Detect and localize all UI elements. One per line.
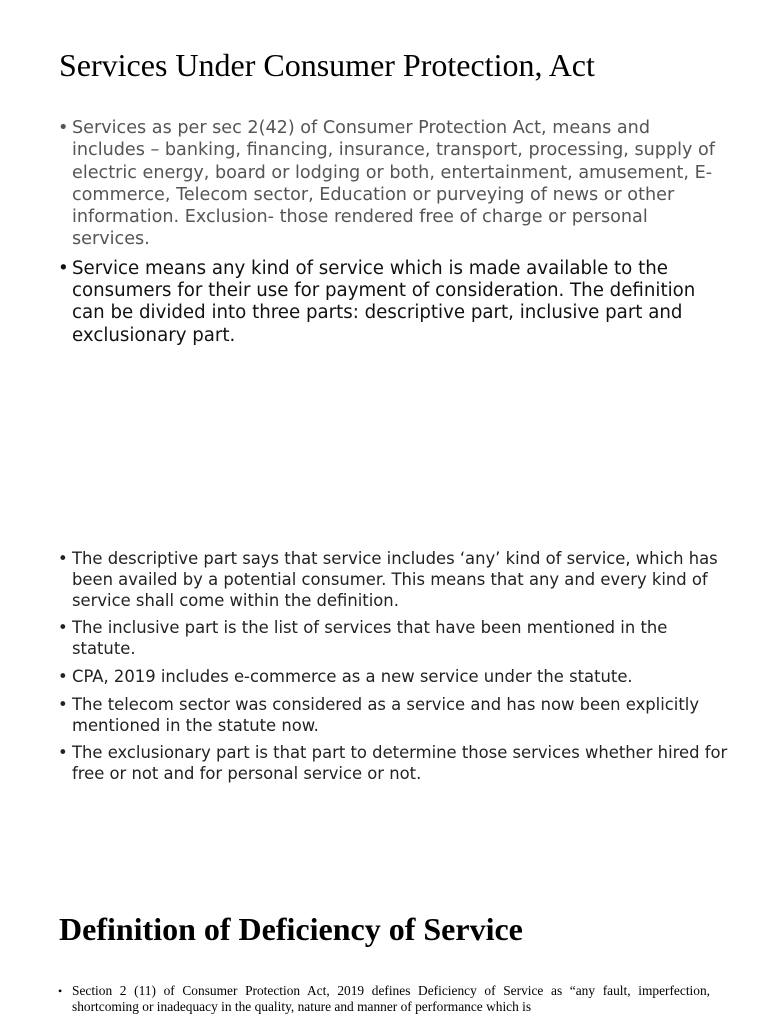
bullet-item: • The descriptive part says that service includes ‘any’ kind of service, which has been availed by a potential consumer. This means that any and every kind of service shall come within the definition. bbox=[58, 549, 728, 611]
bullet-list bbox=[58, 983, 710, 1015]
slide-title: Definition of Deficiency of Service bbox=[59, 911, 523, 947]
slide-deficiency bbox=[0, 895, 768, 1024]
slide-title: Services Under Consumer Protection, Act bbox=[59, 47, 595, 83]
bullet-list bbox=[58, 549, 728, 792]
bullet-item: • Service means any kind of service which is made available to the consumers for their use for payment of consideration. The definition can be divided into three parts: descriptive part, inclusive part and exclusionary part. bbox=[58, 258, 718, 347]
bullet-item: • The inclusive part is the list of services that have been mentioned in the statute. bbox=[58, 618, 728, 660]
bullet-item: • CPA, 2019 includes e-commerce as a new service under the statute. bbox=[58, 667, 728, 688]
bullet-item: • The telecom sector was considered as a service and has now been explicitly mentioned in the statute now. bbox=[58, 695, 728, 737]
bullet-item: • Section 2 (11) of Consumer Protection Act, 2019 defines Deficiency of Service as “any fault, imperfection, shortcoming or inadequacy in the quality, nature and manner of performance which is bbox=[58, 983, 710, 1015]
slide-services bbox=[0, 0, 768, 370]
bullet-list bbox=[58, 117, 718, 347]
bullet-item: • The exclusionary part is that part to determine those services whether hired for free or not and for personal service or not. bbox=[58, 743, 728, 785]
slide-definition-parts bbox=[0, 540, 768, 860]
bullet-item: • Services as per sec 2(42) of Consumer Protection Act, means and includes – banking, financing, insurance, transport, processing, supply of electric energy, board or lodging or both, entertainment, amusement, E-commerce, Telecom sector, Education or purveying of news or other information. Exclusion- those rendered free of charge or personal services. bbox=[58, 117, 718, 251]
